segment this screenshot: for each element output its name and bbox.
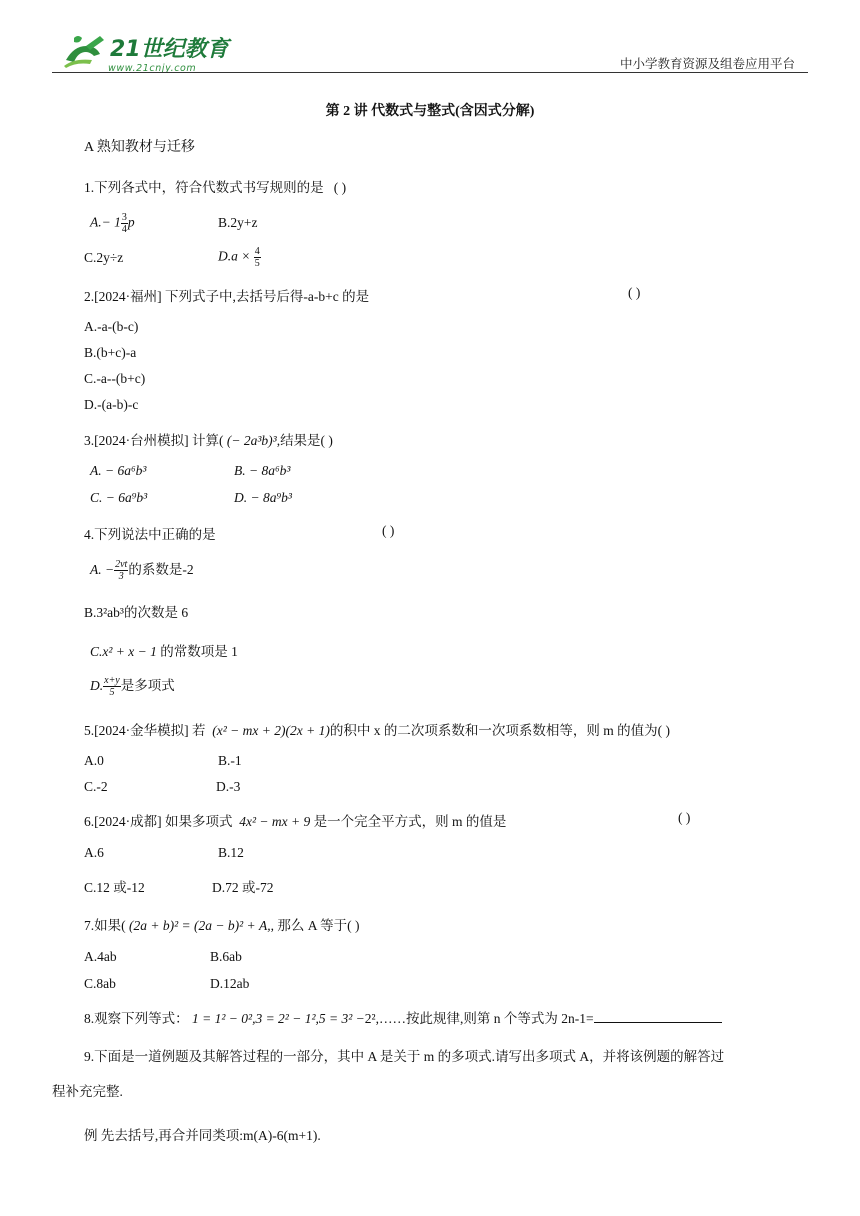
q4-option-d: D. $\frac{x+y}{5}$ 是多项式 bbox=[90, 675, 175, 699]
site-name: 中小学教育资源及组卷应用平台 bbox=[620, 56, 796, 71]
q9-line2: 程补充完整. bbox=[52, 1084, 123, 1099]
q7-option-b: B.6ab bbox=[210, 949, 242, 964]
q2-answer-bracket: ( ) bbox=[628, 285, 641, 300]
q7-stem: 7.如果( (2a + b)² = (2a − b)² + A,, 那么 A 等于( ) bbox=[84, 918, 360, 933]
q6-stem: 6.[2024·成都] 如果多项式 4x² − mx + 9 是一个完全平方式，则 m 的值是 bbox=[84, 814, 507, 829]
q6-option-d: D.72 或-72 bbox=[212, 880, 274, 895]
q7-option-a: A.4ab bbox=[84, 949, 117, 964]
q1-option-c: C.2y÷z bbox=[84, 250, 124, 265]
q2-option-d: D.-(a-b)-c bbox=[84, 397, 139, 412]
page-title: 第 2 讲 代数式与整式(含因式分解) bbox=[325, 104, 535, 119]
q3-option-d: D. − 8a⁹b³ bbox=[234, 490, 292, 505]
q4-answer-bracket: ( ) bbox=[382, 523, 395, 538]
q2-option-c: C.-a--(b+c) bbox=[84, 371, 146, 386]
q1-stem: 1.下列各式中，符合代数式书写规则的是 ( ) bbox=[84, 180, 347, 195]
svg-text:www.21cnjy.com: www.21cnjy.com bbox=[108, 63, 197, 74]
q3-option-a: A. − 6a⁶b³ bbox=[90, 463, 147, 478]
q1-option-d: D.a × $\frac{4}{5}$ bbox=[218, 246, 260, 269]
21cnjy-logo bbox=[60, 30, 235, 76]
q4-option-b: B.3²ab³的次数是 6 bbox=[84, 605, 189, 620]
q2-option-b: B.(b+c)-a bbox=[84, 345, 137, 360]
q4-option-a: A. − $\frac{2vt}{3}$ 的系数是-2 bbox=[90, 559, 194, 583]
q5-option-a: A.0 bbox=[84, 753, 104, 768]
q6-answer-bracket: ( ) bbox=[678, 810, 691, 825]
svg-text:21世纪教育: 21世纪教育 bbox=[110, 37, 229, 62]
runner-icon bbox=[64, 36, 104, 68]
q5-option-d: D.-3 bbox=[216, 779, 241, 794]
section-heading: A 熟知教材与迁移 bbox=[84, 140, 195, 155]
q3-stem: 3.[2024·台州模拟] 计算( (− 2a³b)³,结果是( ) bbox=[84, 433, 333, 448]
q1-option-b: B.2y+z bbox=[218, 215, 258, 230]
q1-option-a: A.− 1 $\frac{3}{4}$ p bbox=[90, 212, 135, 235]
q6-option-a: A.6 bbox=[84, 845, 104, 860]
q5-option-c: C.-2 bbox=[84, 779, 108, 794]
q3-option-b: B. − 8a⁶b³ bbox=[234, 463, 291, 478]
q7-option-d: D.12ab bbox=[210, 976, 250, 991]
q2-option-a: A.-a-(b-c) bbox=[84, 319, 139, 334]
q5-option-b: B.-1 bbox=[218, 753, 242, 768]
q8-answer-blank bbox=[594, 1010, 722, 1023]
q6-option-c: C.12 或-12 bbox=[84, 880, 145, 895]
q9-example: 例 先去括号,再合并同类项:m(A)-6(m+1). bbox=[84, 1128, 321, 1143]
q4-option-c: C.x² + x − 1 的常数项是 1 bbox=[90, 644, 238, 659]
q9-line1: 9.下面是一道例题及其解答过程的一部分，其中 A 是关于 m 的多项式.请写出多项式 A，并将该例题的解答过 bbox=[84, 1049, 725, 1064]
header-divider bbox=[52, 72, 808, 73]
q5-stem: 5.[2024·金华模拟] 若 (x² − mx + 2)(2x + 1)的积中 x 的二次项系数和一次项系数相等，则 m 的值为( ) bbox=[84, 723, 670, 738]
q8-stem: 8.观察下列等式： 1 = 1² − 0²,3 = 2² − 1²,5 = 3² −2²,……按此规律,则第 n 个等式为 2n-1= bbox=[84, 1007, 722, 1027]
q3-option-c: C. − 6a⁹b³ bbox=[90, 490, 148, 505]
q6-option-b: B.12 bbox=[218, 845, 244, 860]
q4-stem: 4.下列说法中正确的是 bbox=[84, 527, 216, 542]
q7-option-c: C.8ab bbox=[84, 976, 116, 991]
q2-stem: 2.[2024·福州] 下列式子中,去括号后得-a-b+c 的是 bbox=[84, 289, 370, 304]
